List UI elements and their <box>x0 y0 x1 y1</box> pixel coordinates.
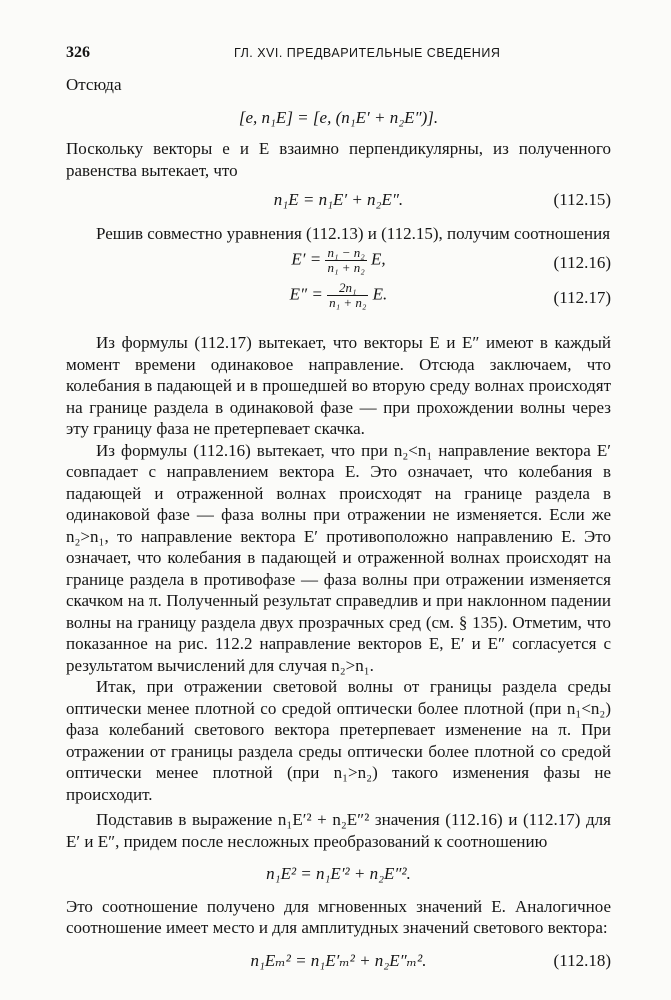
paragraph-iz-formuly-112-16: Из формулы (112.16) вытекает, что при n₂<n₁ направление вектора E′ совпадает с направлением вектора E. Это означает, что колебания в падающей и отраженной волнах происходят на границе раздела в одинаковой фазе — фаза волны при отражении не изменяется. Если же n₂>n₁, то направление вектора E′ противоположно направлению E. Это означает, что колебания в падающей и отраженной волнах происходят на границе раздела в противофазе — фаза волны при отражении изменяется скачком на π. Полученный результат справедлив и при наклонном падении волны на границу раздела двух прозрачных сред (см. § 135). Отметим, что показанное на рис. 112.2 направление векторов E, E′ и E″ согласуется с результатом вычислений для случая n₂>n₁. <box>66 440 611 675</box>
paragraph-iz-formuly-112-17: Из формулы (112.17) вытекает, что векторы E и E″ имеют в каждый момент времени одинаковое направление. Отсюда заключаем, что колебания в падающей и в прошедшей во вторую среду волнах происходят на границе раздела в одинаковой фазе — при прохождении волны через эту границу фаза не претерпевает скачка. <box>66 333 611 438</box>
page-number: 326 <box>66 44 90 61</box>
paragraph-otsyuda: Отсюда <box>66 75 122 94</box>
eq-112-16-numerator: n₁ − n₂ <box>327 245 365 260</box>
running-header <box>66 44 609 64</box>
equation-112-18 <box>66 950 611 972</box>
eq-112-17-denominator: n₁ + n₂ <box>329 295 367 310</box>
equation-112-17 <box>66 281 611 310</box>
eq-112-17-numerator: 2n₁ <box>327 281 368 296</box>
equation-112-15-expr: n₁E = n₁E′ + n₂E″. <box>273 190 404 209</box>
paragraph-reshiv: Решив совместно уравнения (112.13) и (112.15), получим соотношения <box>96 223 611 243</box>
equation-energy: n₁E² = n₁E′² + n₂E″². <box>266 864 411 883</box>
paragraph-podstaviv: Подставив в выражение n₁E′² + n₂E″² значения (112.16) и (112.17) для E′ и E″, придем после несложных преобразований к соотношению <box>66 810 611 851</box>
paragraph-eto: Это соотношение получено для мгновенных значений E. Аналогичное соотношение имеет место и для амплитудных значений светового вектора: <box>66 896 611 937</box>
equation-112-16-number: (112.16) <box>553 253 611 272</box>
eq-112-17-lhs: E″ = <box>289 284 323 304</box>
equation-112-18-expr: n₁Eₘ² = n₁E′ₘ² + n₂E″ₘ². <box>250 950 427 970</box>
chapter-title: ГЛ. XVI. ПРЕДВАРИТЕЛЬНЫЕ СВЕДЕНИЯ <box>234 46 501 60</box>
eq-112-17-fraction <box>327 281 368 310</box>
eq-112-16-fraction <box>325 246 366 275</box>
body-text <box>66 74 611 971</box>
equation-cross-product: [e, n₁E] = [e, (n₁E′ + n₂E″)]. <box>238 107 439 127</box>
paragraph-poskolku: Поскольку векторы e и E взаимно перпендикулярны, из полученного равенства вытекает, что <box>66 139 611 180</box>
eq-112-16-denominator: n₁ + n₂ <box>327 260 365 275</box>
equation-112-17-number: (112.17) <box>553 288 611 307</box>
paragraph-itak: Итак, при отражении световой волны от границы раздела среды оптически менее плотной со средой оптически более плотной (при n₁<n₂) фаза колебаний светового вектора претерпевает изменение на π. При отражении от границы раздела среды оптически более плотной со средой оптически менее плотной (при n₁>n₂) такого изменения фазы не происходит. <box>66 677 611 804</box>
equation-112-16 <box>66 246 611 275</box>
equation-112-15 <box>66 189 611 211</box>
eq-112-16-lhs: E′ = <box>291 249 322 269</box>
eq-112-17-rhs: E. <box>372 284 388 304</box>
eq-112-16-rhs: E, <box>371 249 386 269</box>
equation-112-18-number: (112.18) <box>553 950 611 970</box>
equation-112-15-number: (112.15) <box>553 190 611 209</box>
